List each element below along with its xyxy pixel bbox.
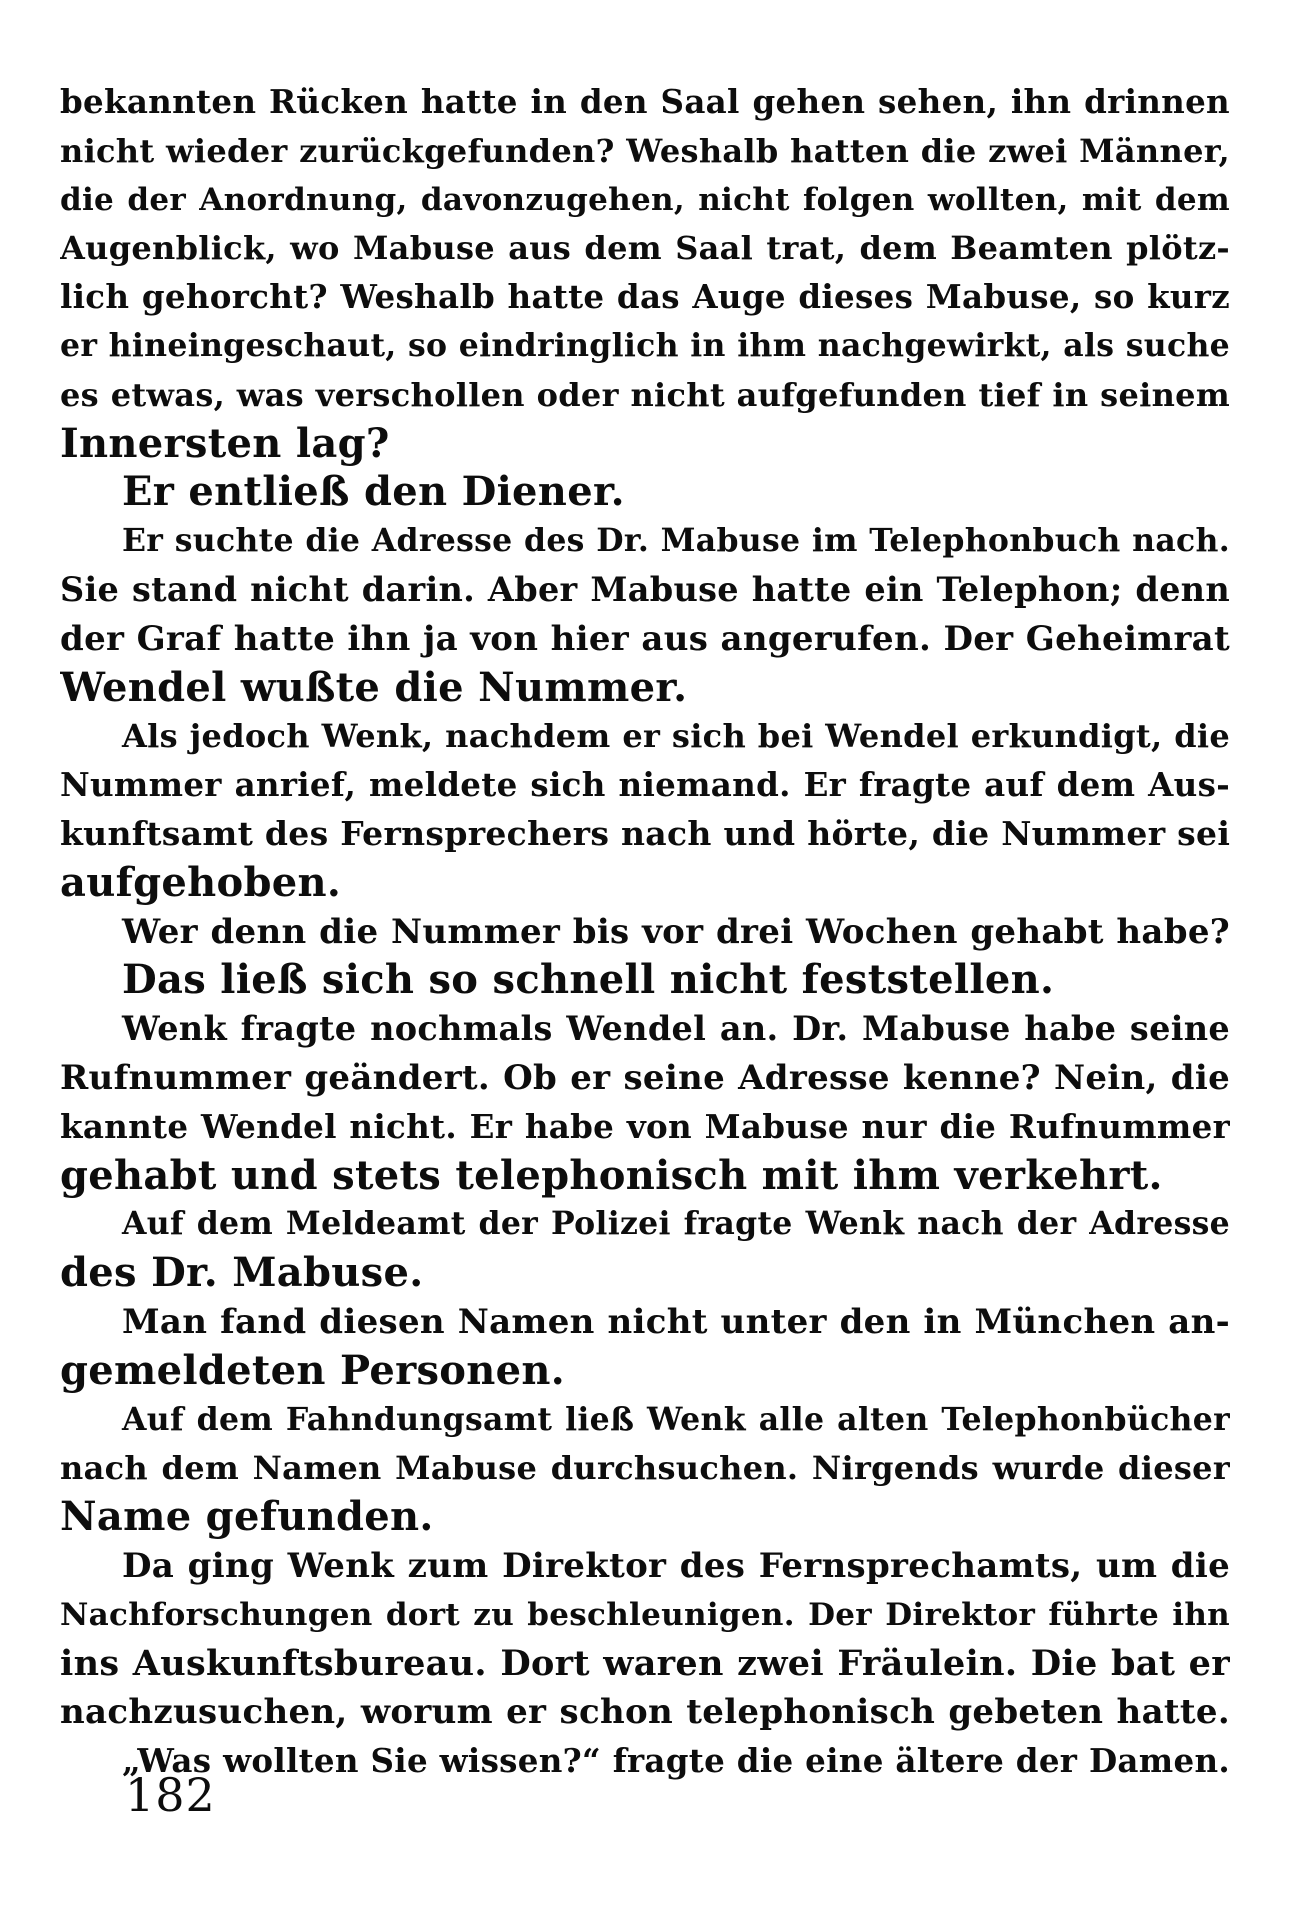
text-line: ins Auskunftsbureau. Dort waren zwei Fräulein. Die bat er xyxy=(60,1642,1230,1684)
text-line: die der Anordnung, davonzugehen, nicht folgen wollten, mit dem xyxy=(60,181,1230,218)
text-line: nicht wieder zurückgefunden? Weshalb hatten die zwei Männer, xyxy=(60,131,1230,170)
text-line: des Dr. Mabuse. xyxy=(60,1249,424,1297)
text-line: Wendel wußte die Nummer. xyxy=(60,663,688,711)
text-line: Rufnummer geändert. Ob er seine Adresse kenne? Nein, die xyxy=(60,1057,1230,1098)
text-line: Als jedoch Wenk, nachdem er sich bei Wendel erkundigt, die xyxy=(122,717,1230,756)
text-line: Auf dem Meldeamt der Polizei fragte Wenk nach der Adresse xyxy=(122,1205,1230,1243)
text-line: Wenk fragte nochmals Wendel an. Dr. Mabuse habe seine xyxy=(122,1009,1230,1049)
text-line: Augenblick, wo Mabuse aus dem Saal trat, dem Beamten plötz- xyxy=(60,229,1230,268)
text-line: nachzusuchen, worum er schon telephonisch gebeten hatte. xyxy=(60,1692,1230,1733)
text-line: kannte Wendel nicht. Er habe von Mabuse nur die Rufnummer xyxy=(60,1106,1230,1146)
text-line: Man fand diesen Namen nicht unter den in München an- xyxy=(122,1301,1230,1342)
text-line: Da ging Wenk zum Direktor des Fernsprechamts, um die xyxy=(122,1545,1230,1586)
text-line: bekannten Rücken hatte in den Saal gehen sehen, ihn drinnen xyxy=(60,82,1230,121)
text-line: Sie stand nicht darin. Aber Mabuse hatte ein Telephon; denn xyxy=(60,569,1230,609)
text-line: aufgehoben. xyxy=(60,858,342,906)
text-line: es etwas, was verschollen oder nicht aufgefunden tief in seinem xyxy=(60,375,1230,414)
text-line: Das ließ sich so schnell nicht feststellen. xyxy=(122,956,1055,1004)
text-line: lich gehorcht? Weshalb hatte das Auge dieses Mabuse, so kurz xyxy=(60,277,1230,317)
text-line: Nachforschungen dort zu beschleunigen. Der Direktor führte ihn xyxy=(60,1596,1230,1633)
text-line: nach dem Namen Mabuse durchsuchen. Nirgends wurde dieser xyxy=(60,1449,1230,1488)
text-line: der Graf hatte ihn ja von hier aus angerufen. Der Geheimrat xyxy=(60,618,1230,659)
page-number: 182 xyxy=(125,1768,216,1822)
text-line: Er suchte die Adresse des Dr. Mabuse im Telephonbuch nach. xyxy=(122,522,1230,560)
text-line: Innersten lag? xyxy=(60,419,390,467)
text-line: „Was wollten Sie wissen?“ fragte die eine ältere der Damen. xyxy=(122,1741,1230,1781)
text-line: kunftsamt des Fernsprechers nach und hörte, die Nummer sei xyxy=(60,813,1230,853)
text-line: gemeldeten Personen. xyxy=(60,1346,566,1394)
text-line: Wer denn die Nummer bis vor drei Wochen gehabt habe? xyxy=(122,911,1230,952)
text-line: Er entließ den Diener. xyxy=(122,468,625,516)
text-line: Name gefunden. xyxy=(60,1493,434,1541)
text-line: Nummer anrief, meldete sich niemand. Er fragte auf dem Aus- xyxy=(60,765,1230,805)
text-line: er hineingeschaut, so eindringlich in ihm nachgewirkt, als suche xyxy=(60,326,1230,364)
text-line: gehabt und stets telephonisch mit ihm verkehrt. xyxy=(60,1151,1163,1199)
body-text xyxy=(60,78,1230,1786)
text-line: Auf dem Fahndungsamt ließ Wenk alle alten Telephonbücher xyxy=(122,1400,1230,1438)
